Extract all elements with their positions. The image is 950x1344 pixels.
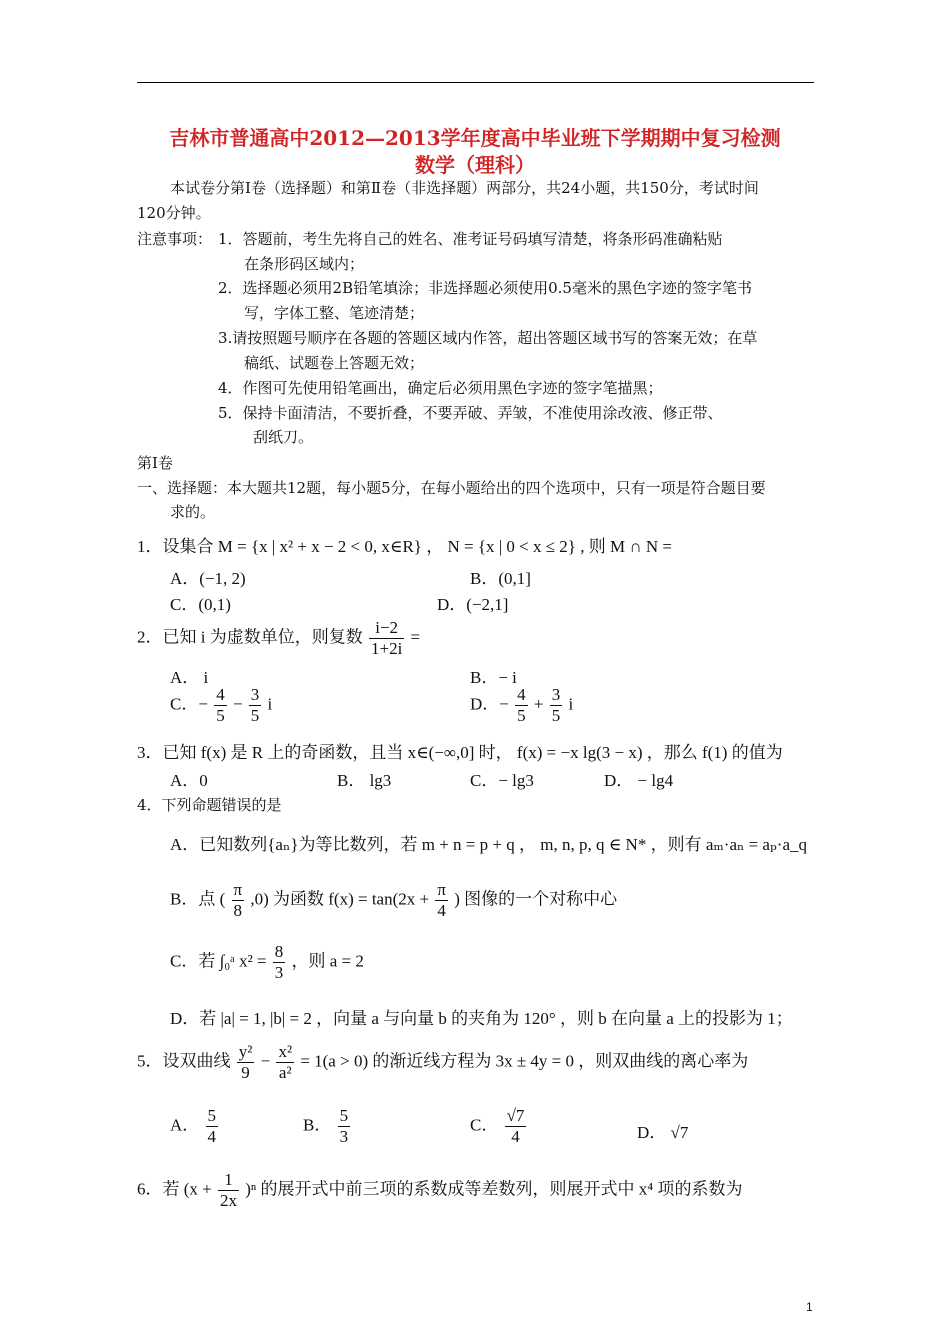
q4-c-prefix: C．若 ∫₀ᵃ x² = xyxy=(170,951,267,971)
q5-op: − xyxy=(260,1051,271,1071)
q5-den2: a² xyxy=(278,1063,292,1082)
q5-b-num: 5 xyxy=(339,1106,349,1125)
q5-frac1 xyxy=(237,1042,255,1083)
q3-option-c: C．− lg3 xyxy=(470,771,534,790)
page-number: 1 xyxy=(806,1300,813,1314)
q2-denominator: 1+2i xyxy=(370,639,403,658)
section-heading-cont: 求的。 xyxy=(170,503,216,521)
q4-b-num2: π xyxy=(437,880,446,899)
note-5-cont: 刮纸刀。 xyxy=(253,428,314,446)
q6-prefix: 6．若 (x + xyxy=(137,1179,212,1199)
q6-suffix: )ⁿ 的展开式中前三项的系数成等差数列，则展开式中 x⁴ 项的系数为 xyxy=(245,1179,743,1199)
q5-prefix: 5．设双曲线 xyxy=(137,1051,231,1071)
q5-suffix: = 1(a > 0) 的渐近线方程为 3x ± 4y = 0 ，则双曲线的离心率为 xyxy=(300,1051,749,1071)
q5-b-prefix: B． xyxy=(303,1115,332,1135)
q2-d-num2: 3 xyxy=(551,685,561,704)
q6-stem xyxy=(137,1170,742,1211)
q4-b-frac1 xyxy=(232,880,245,921)
q6-frac xyxy=(218,1170,239,1211)
q5-a-prefix: A． xyxy=(170,1115,200,1135)
q2-stem-end: = xyxy=(410,627,421,647)
q4-b-prefix: B．点 ( xyxy=(170,889,226,909)
note-1: 1．答题前，考生先将自己的姓名、准考证号码填写清楚，将条形码准确粘贴 xyxy=(218,230,723,248)
q2-d-den2: 5 xyxy=(551,706,561,725)
note-3-cont: 稿纸、试题卷上答题无效； xyxy=(244,354,425,372)
q2-c-frac1 xyxy=(214,685,227,726)
q5-a-num: 5 xyxy=(207,1106,217,1125)
q4-b-den1: 8 xyxy=(233,901,243,920)
q4-option-a: A．已知数列{aₙ}为等比数列，若 m + n = p + q ， m, n, p, q ∈ N* ，则有 aₘ·aₙ = aₚ·a_q xyxy=(170,835,807,854)
part-label: 第Ⅰ卷 xyxy=(137,454,173,472)
q6-num: 1 xyxy=(218,1170,239,1191)
q1-option-d: D．(−2,1] xyxy=(437,595,509,614)
q2-c-op: − xyxy=(232,694,243,714)
note-5: 5．保持卡面清洁，不要折叠，不要弄破、弄皱，不准使用涂改液、修正带、 xyxy=(218,404,723,422)
q5-option-c xyxy=(470,1106,528,1147)
q2-d-frac2 xyxy=(550,685,563,726)
notes-label: 注意事项： xyxy=(137,230,213,248)
q5-a-frac xyxy=(206,1106,219,1147)
q2-stem-text: 2．已知 i 为虚数单位，则复数 xyxy=(137,627,363,647)
q1-stem: 1．设集合 M = {x | x² + x − 2 < 0, x∈R} ， N = {x | 0 < x ≤ 2} , 则 M ∩ N = xyxy=(137,537,672,556)
q3-option-a: A．0 xyxy=(170,771,208,790)
q2-c-frac2 xyxy=(249,685,262,726)
q5-b-den: 3 xyxy=(339,1127,349,1146)
q4-option-c xyxy=(170,942,364,983)
note-4: 4．作图可先使用铅笔画出，确定后必须用黑色字迹的签字笔描黑； xyxy=(218,379,663,397)
note-2: 2．选择题必须用2B铅笔填涂；非选择题必须使用0.5毫米的黑色字迹的签字笔书 xyxy=(218,279,752,297)
q2-c-den2: 5 xyxy=(250,706,260,725)
q4-b-den2: 4 xyxy=(437,901,446,920)
q5-c-num: √7 xyxy=(506,1106,525,1125)
q4-b-suffix: ) 图像的一个对称中心 xyxy=(454,889,618,909)
q6-den: 2x xyxy=(220,1191,237,1210)
q3-option-b: B． lg3 xyxy=(337,771,392,790)
q5-option-a xyxy=(170,1106,220,1147)
q4-c-den: 3 xyxy=(274,963,284,982)
q2-c-num1: 4 xyxy=(216,685,225,704)
q3-stem: 3．已知 f(x) 是 R 上的奇函数，且当 x∈(−∞,0] 时， f(x) = −x lg(3 − x) ，那么 f(1) 的值为 xyxy=(137,743,783,762)
q2-stem xyxy=(137,618,420,659)
q2-option-a: A． i xyxy=(170,668,209,687)
intro-line2: 120分钟。 xyxy=(137,204,211,222)
q5-num1: y² xyxy=(238,1042,253,1061)
q5-c-prefix: C． xyxy=(470,1115,499,1135)
q4-b-frac2 xyxy=(435,880,448,921)
q2-d-op: + xyxy=(533,694,544,714)
q2-d-suffix: i xyxy=(568,694,574,714)
q2-c-num2: 3 xyxy=(250,685,260,704)
exam-subtitle: 数学（理科） xyxy=(415,153,535,177)
q2-d-den1: 5 xyxy=(517,706,526,725)
q2-c-suffix: i xyxy=(267,694,273,714)
q2-numerator: i−2 xyxy=(369,618,404,639)
note-3: 3.请按照题号顺序在各题的答题区域内作答，超出答题区域书写的答案无效；在草 xyxy=(218,329,758,347)
q4-c-frac xyxy=(273,942,286,983)
q2-fraction xyxy=(369,618,404,659)
intro-line1: 本试卷分第Ⅰ卷（选择题）和第Ⅱ卷（非选择题）两部分，共24小题，共150分，考试时间 xyxy=(170,179,759,197)
note-1-cont: 在条形码区域内； xyxy=(244,255,365,273)
q4-c-suffix: ，则 a = 2 xyxy=(291,951,364,971)
q2-c-prefix: C．− xyxy=(170,694,208,714)
q2-d-prefix: D．− xyxy=(470,694,509,714)
section-heading: 一、选择题：本大题共12题，每小题5分，在每小题给出的四个选项中，只有一项是符合题目要 xyxy=(137,479,766,497)
q4-stem: 4．下列命题错误的是 xyxy=(137,796,282,814)
q5-stem xyxy=(137,1042,748,1083)
q2-option-d xyxy=(470,685,573,726)
q3-option-d: D． − lg4 xyxy=(604,771,674,790)
note-2-cont: 写，字体工整、笔迹清楚； xyxy=(244,304,425,322)
q1-option-a: A．(−1, 2) xyxy=(170,569,246,588)
q2-c-den1: 5 xyxy=(216,706,225,725)
q5-den1: 9 xyxy=(241,1063,250,1082)
q2-d-num1: 4 xyxy=(517,685,526,704)
q4-b-middle: ,0) 为函数 f(x) = tan(2x + xyxy=(250,889,430,909)
q5-b-frac xyxy=(338,1106,351,1147)
q4-option-b xyxy=(170,880,617,921)
q5-c-frac xyxy=(505,1106,527,1147)
q2-d-frac1 xyxy=(515,685,528,726)
exam-title: 吉林市普通高中2012—2013学年度高中毕业班下学期期中复习检测 xyxy=(169,126,781,150)
q2-option-b: B．− i xyxy=(470,668,517,687)
q2-option-c xyxy=(170,685,272,726)
q4-b-num1: π xyxy=(233,880,243,899)
q5-frac2 xyxy=(276,1042,294,1083)
q1-option-b: B．(0,1] xyxy=(470,569,531,588)
q5-num2: x² xyxy=(278,1042,293,1061)
q5-option-d: D． √7 xyxy=(637,1123,689,1142)
header-rule xyxy=(137,82,814,83)
q4-c-num: 8 xyxy=(274,942,284,961)
q1-option-c: C．(0,1) xyxy=(170,595,231,614)
q5-a-den: 4 xyxy=(207,1127,217,1146)
q5-option-b xyxy=(303,1106,352,1147)
q4-option-d: D．若 |a| = 1, |b| = 2 ，向量 a 与向量 b 的夹角为 120° ，则 b 在向量 a 上的投影为 1； xyxy=(170,1009,793,1028)
q5-c-den: 4 xyxy=(511,1127,520,1146)
